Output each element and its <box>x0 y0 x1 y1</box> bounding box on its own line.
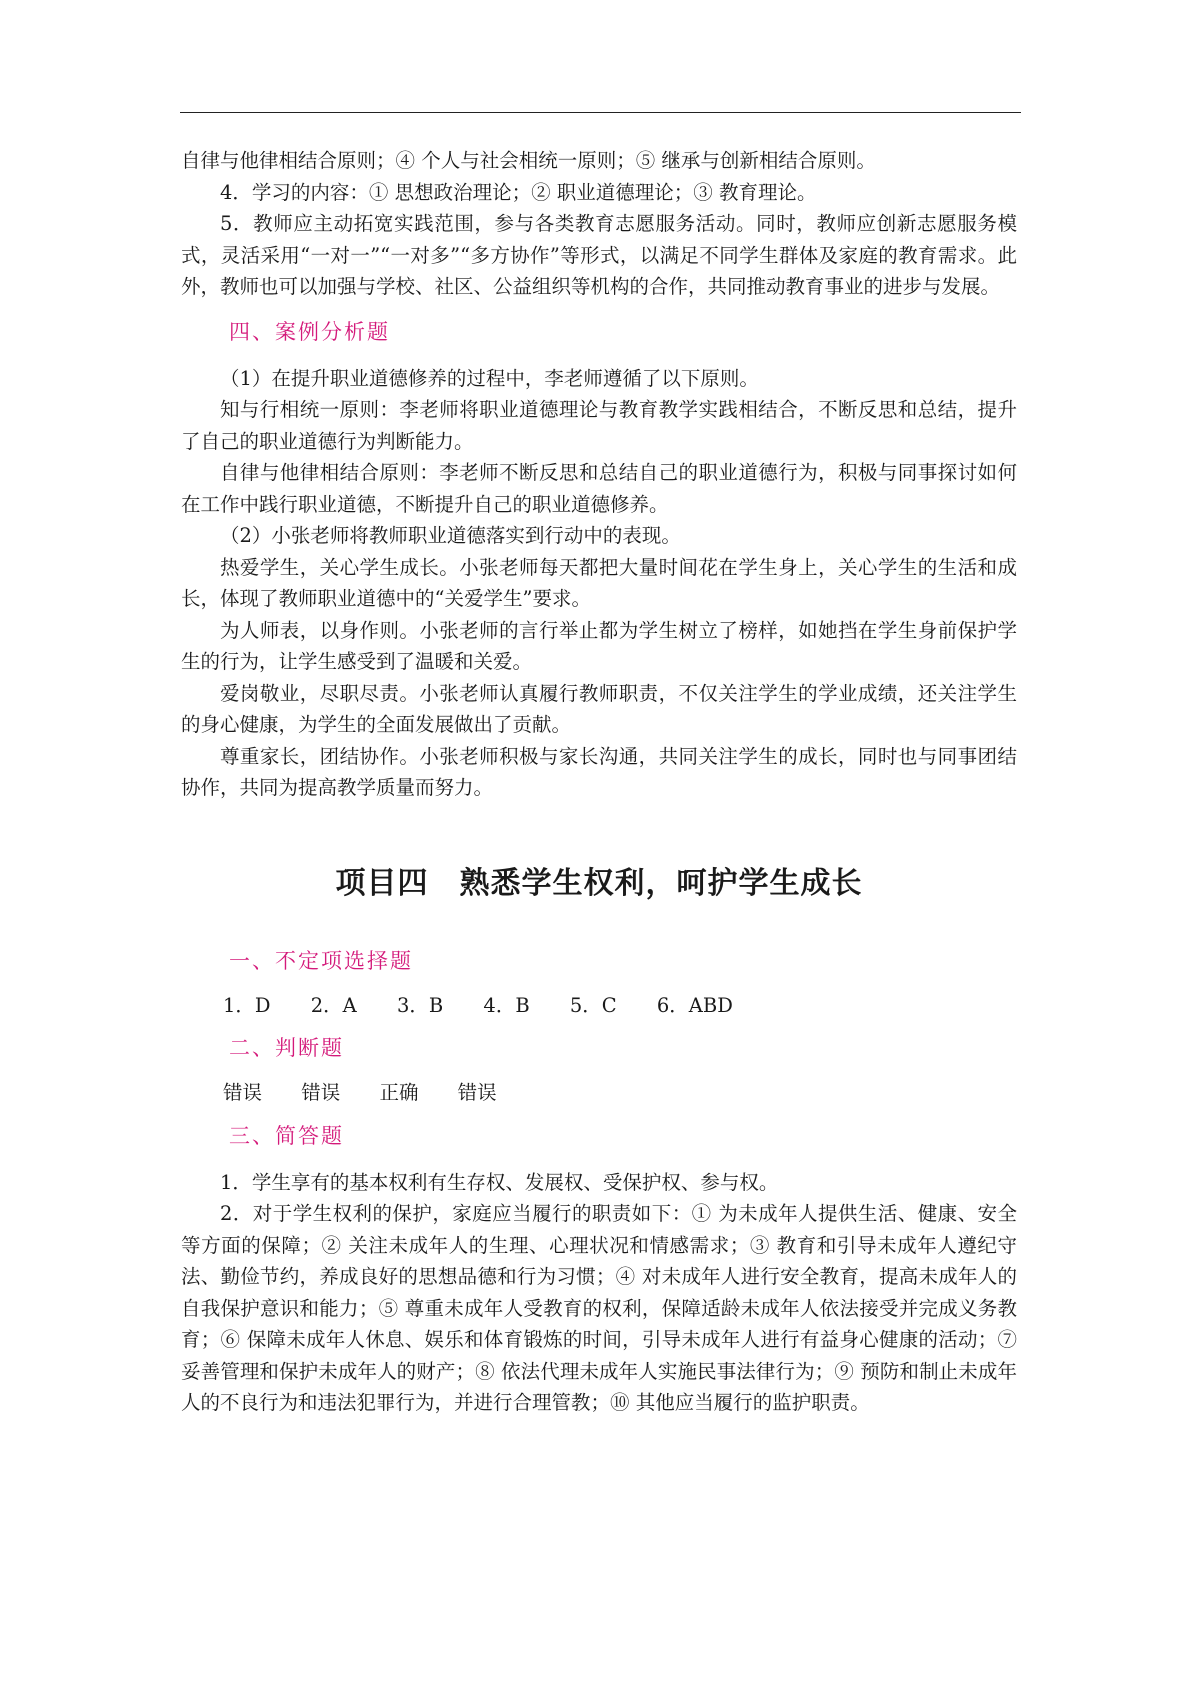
true-false-answers <box>223 1077 1017 1109</box>
answer-item: 4．B <box>483 993 530 1017</box>
short-answer-paragraph-1: 1．学生享有的基本权利有生存权、发展权、受保护权、参与权。 <box>220 1170 779 1194</box>
case-paragraph-3: 自律与他律相结合原则：李老师不断反思和总结自己的职业道德行为，积极与同事探讨如何在工作中践行职业道德，不断提升自己的职业道德修养。 <box>181 461 1017 516</box>
short-answer-paragraph-2: 2．对于学生权利的保护，家庭应当履行的职责如下：① 为未成年人提供生活、健康、安全等方面的保障；② 关注未成年人的生理、心理状况和情感需求；③ 教育和引导未成年人遵纪守法、勤俭节约，养成良好的思想品德和行为习惯；④ 对未成年人进行安全教育，提高未成年人的自我保护意识和能力；⑤ 尊重未成年人受教育的权利，保障适龄未成年人依法接受并完成义务教育；⑥ 保障未成年人休息、娱乐和体育锻炼的时间，引导未成年人进行有益身心健康的活动；⑦ 妥善管理和保护未成年人的财产；⑧ 依法代理未成年人实施民事法律行为；⑨ 预防和制止未成年人的不良行为和违法犯罪行为，并进行合理管教；⑩ 其他应当履行的监护职责。 <box>181 1202 1017 1414</box>
project-title: 项目四 熟悉学生权利，呵护学生成长 <box>335 865 863 901</box>
case-paragraph-5: 热爱学生，关心学生成长。小张老师每天都把大量时间花在学生身上，关心学生的生活和成长，体现了教师职业道德中的“关爱学生”要求。 <box>181 555 1017 610</box>
section-heading-case-analysis: 四、案例分析题 <box>229 319 390 344</box>
answer-item: 6．ABD <box>656 993 733 1017</box>
continuation-paragraph-1: 自律与他律相结合原则；④ 个人与社会相统一原则；⑤ 继承与创新相结合原则。 <box>181 149 876 172</box>
answer-item: 5．C <box>569 993 617 1017</box>
header-rule <box>180 112 1021 113</box>
section-heading-short-answer: 三、简答题 <box>229 1123 344 1148</box>
case-paragraph-1: （1）在提升职业道德修养的过程中，李老师遵循了以下原则。 <box>220 366 759 390</box>
multiple-choice-answers <box>223 990 1017 1022</box>
continuation-paragraph-2: 4．学习的内容：① 思想政治理论；② 职业道德理论；③ 教育理论。 <box>220 180 817 204</box>
answer-item: 3．B <box>396 993 444 1017</box>
judgement-item: 正确 <box>379 1081 419 1104</box>
continuation-paragraph-3: 5．教师应主动拓宽实践范围，参与各类教育志愿服务活动。同时，教师应创新志愿服务模式，灵活采用“一对一”“一对多”“多方协作”等形式，以满足不同学生群体及家庭的教育需求。此外，教师也可以加强与学校、社区、公益组织等机构的合作，共同推动教育事业的进步与发展。 <box>181 212 1017 298</box>
case-paragraph-8: 尊重家长，团结协作。小张老师积极与家长沟通，共同关注学生的成长，同时也与同事团结协作，共同为提高教学质量而努力。 <box>181 744 1017 799</box>
judgement-item: 错误 <box>301 1081 341 1104</box>
section-heading-true-false: 二、判断题 <box>229 1036 344 1060</box>
case-paragraph-7: 爱岗敬业，尽职尽责。小张老师认真履行教师职责，不仅关注学生的学业成绩，还关注学生的身心健康，为学生的全面发展做出了贡献。 <box>181 681 1017 736</box>
judgement-item: 错误 <box>223 1081 263 1104</box>
answer-item: 1．D <box>223 993 271 1017</box>
case-paragraph-6: 为人师表，以身作则。小张老师的言行举止都为学生树立了榜样，如她挡在学生身前保护学生的行为，让学生感受到了温暖和关爱。 <box>181 618 1017 673</box>
section-heading-multiple-choice: 一、不定项选择题 <box>229 948 413 973</box>
judgement-item: 错误 <box>457 1081 497 1104</box>
case-paragraph-2: 知与行相统一原则：李老师将职业道德理论与教育教学实践相结合，不断反思和总结，提升了自己的职业道德行为判断能力。 <box>181 398 1017 453</box>
answer-item: 2．A <box>310 993 357 1017</box>
case-paragraph-4: （2）小张老师将教师职业道德落实到行动中的表现。 <box>220 524 681 547</box>
page-content <box>181 145 1017 1419</box>
